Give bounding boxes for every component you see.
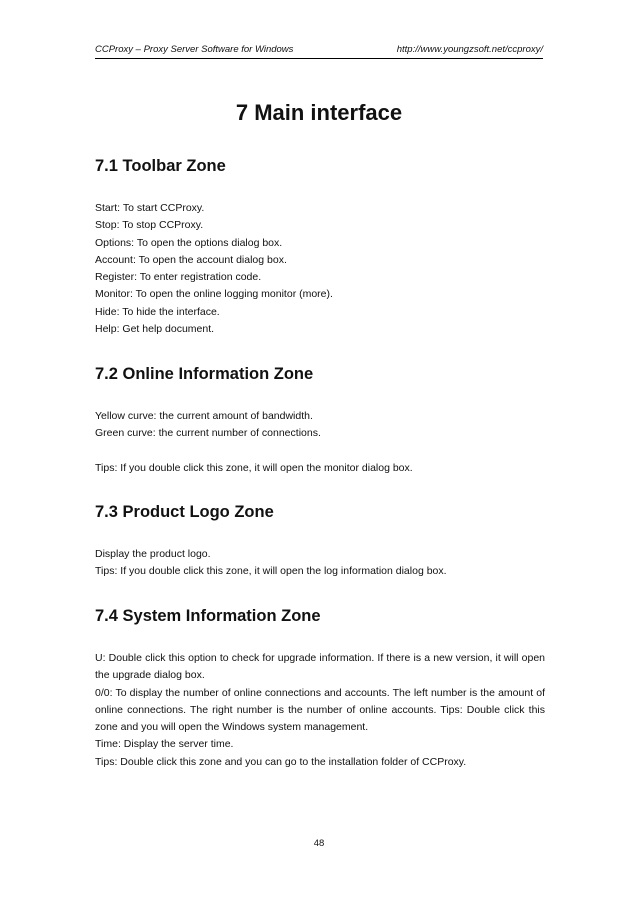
body-line: Green curve: the current number of connections. [95, 427, 321, 440]
section-body [95, 650, 545, 771]
section-body [95, 200, 545, 338]
header-title: CCProxy – Proxy Server Software for Windows [95, 44, 294, 55]
section-body [95, 408, 545, 477]
section-online-information-zone [95, 364, 545, 477]
body-line: Yellow curve: the current amount of bandwidth. [95, 410, 313, 422]
body-line: Options: To open the options dialog box. [95, 236, 283, 249]
body-paragraph: Tips: Double click this zone and you can go to the installation folder of CCProxy. [95, 755, 467, 768]
body-paragraph: Time: Display the server time. [95, 738, 234, 751]
body-line: Monitor: To open the online logging monitor (more). [95, 288, 333, 301]
section-heading: 7.3 Product Logo Zone [95, 503, 274, 521]
body-paragraph: U: Double click this option to check for upgrade information. If there is a new version, it will open the upgrade dialog box. [95, 652, 545, 682]
header-url: http://www.youngzsoft.net/ccproxy/ [396, 44, 543, 55]
body-line: Hide: To hide the interface. [95, 305, 220, 318]
chapter-title: 7 Main interface [235, 100, 403, 125]
body-line: Tips: If you double click this zone, it will open the log information dialog box. [95, 565, 447, 578]
section-toolbar-zone [95, 156, 545, 338]
section-body [95, 546, 545, 581]
body-line: Account: To open the account dialog box. [95, 253, 287, 266]
section-system-information-zone [95, 606, 545, 771]
section-heading: 7.2 Online Information Zone [95, 365, 314, 383]
body-line: Display the product logo. [95, 548, 211, 560]
body-line: Help: Get help document. [95, 323, 215, 336]
section-product-logo-zone [95, 502, 545, 581]
body-line: Register: To enter registration code. [95, 271, 262, 284]
tip-line: Tips: If you double click this zone, it will open the monitor dialog box. [95, 461, 413, 474]
section-heading: 7.1 Toolbar Zone [95, 157, 226, 175]
body-line: Start: To start CCProxy. [95, 202, 205, 214]
page-number: 48 [313, 838, 325, 849]
section-heading: 7.4 System Information Zone [95, 607, 321, 625]
header-divider [95, 58, 543, 59]
body-paragraph: 0/0: To display the number of online connections and accounts. The left number is the amount of online connections. The right number is the number of online accounts. Tips: Double click this zone and you will open the Windows system management. [95, 686, 545, 734]
body-line: Stop: To stop CCProxy. [95, 219, 204, 232]
